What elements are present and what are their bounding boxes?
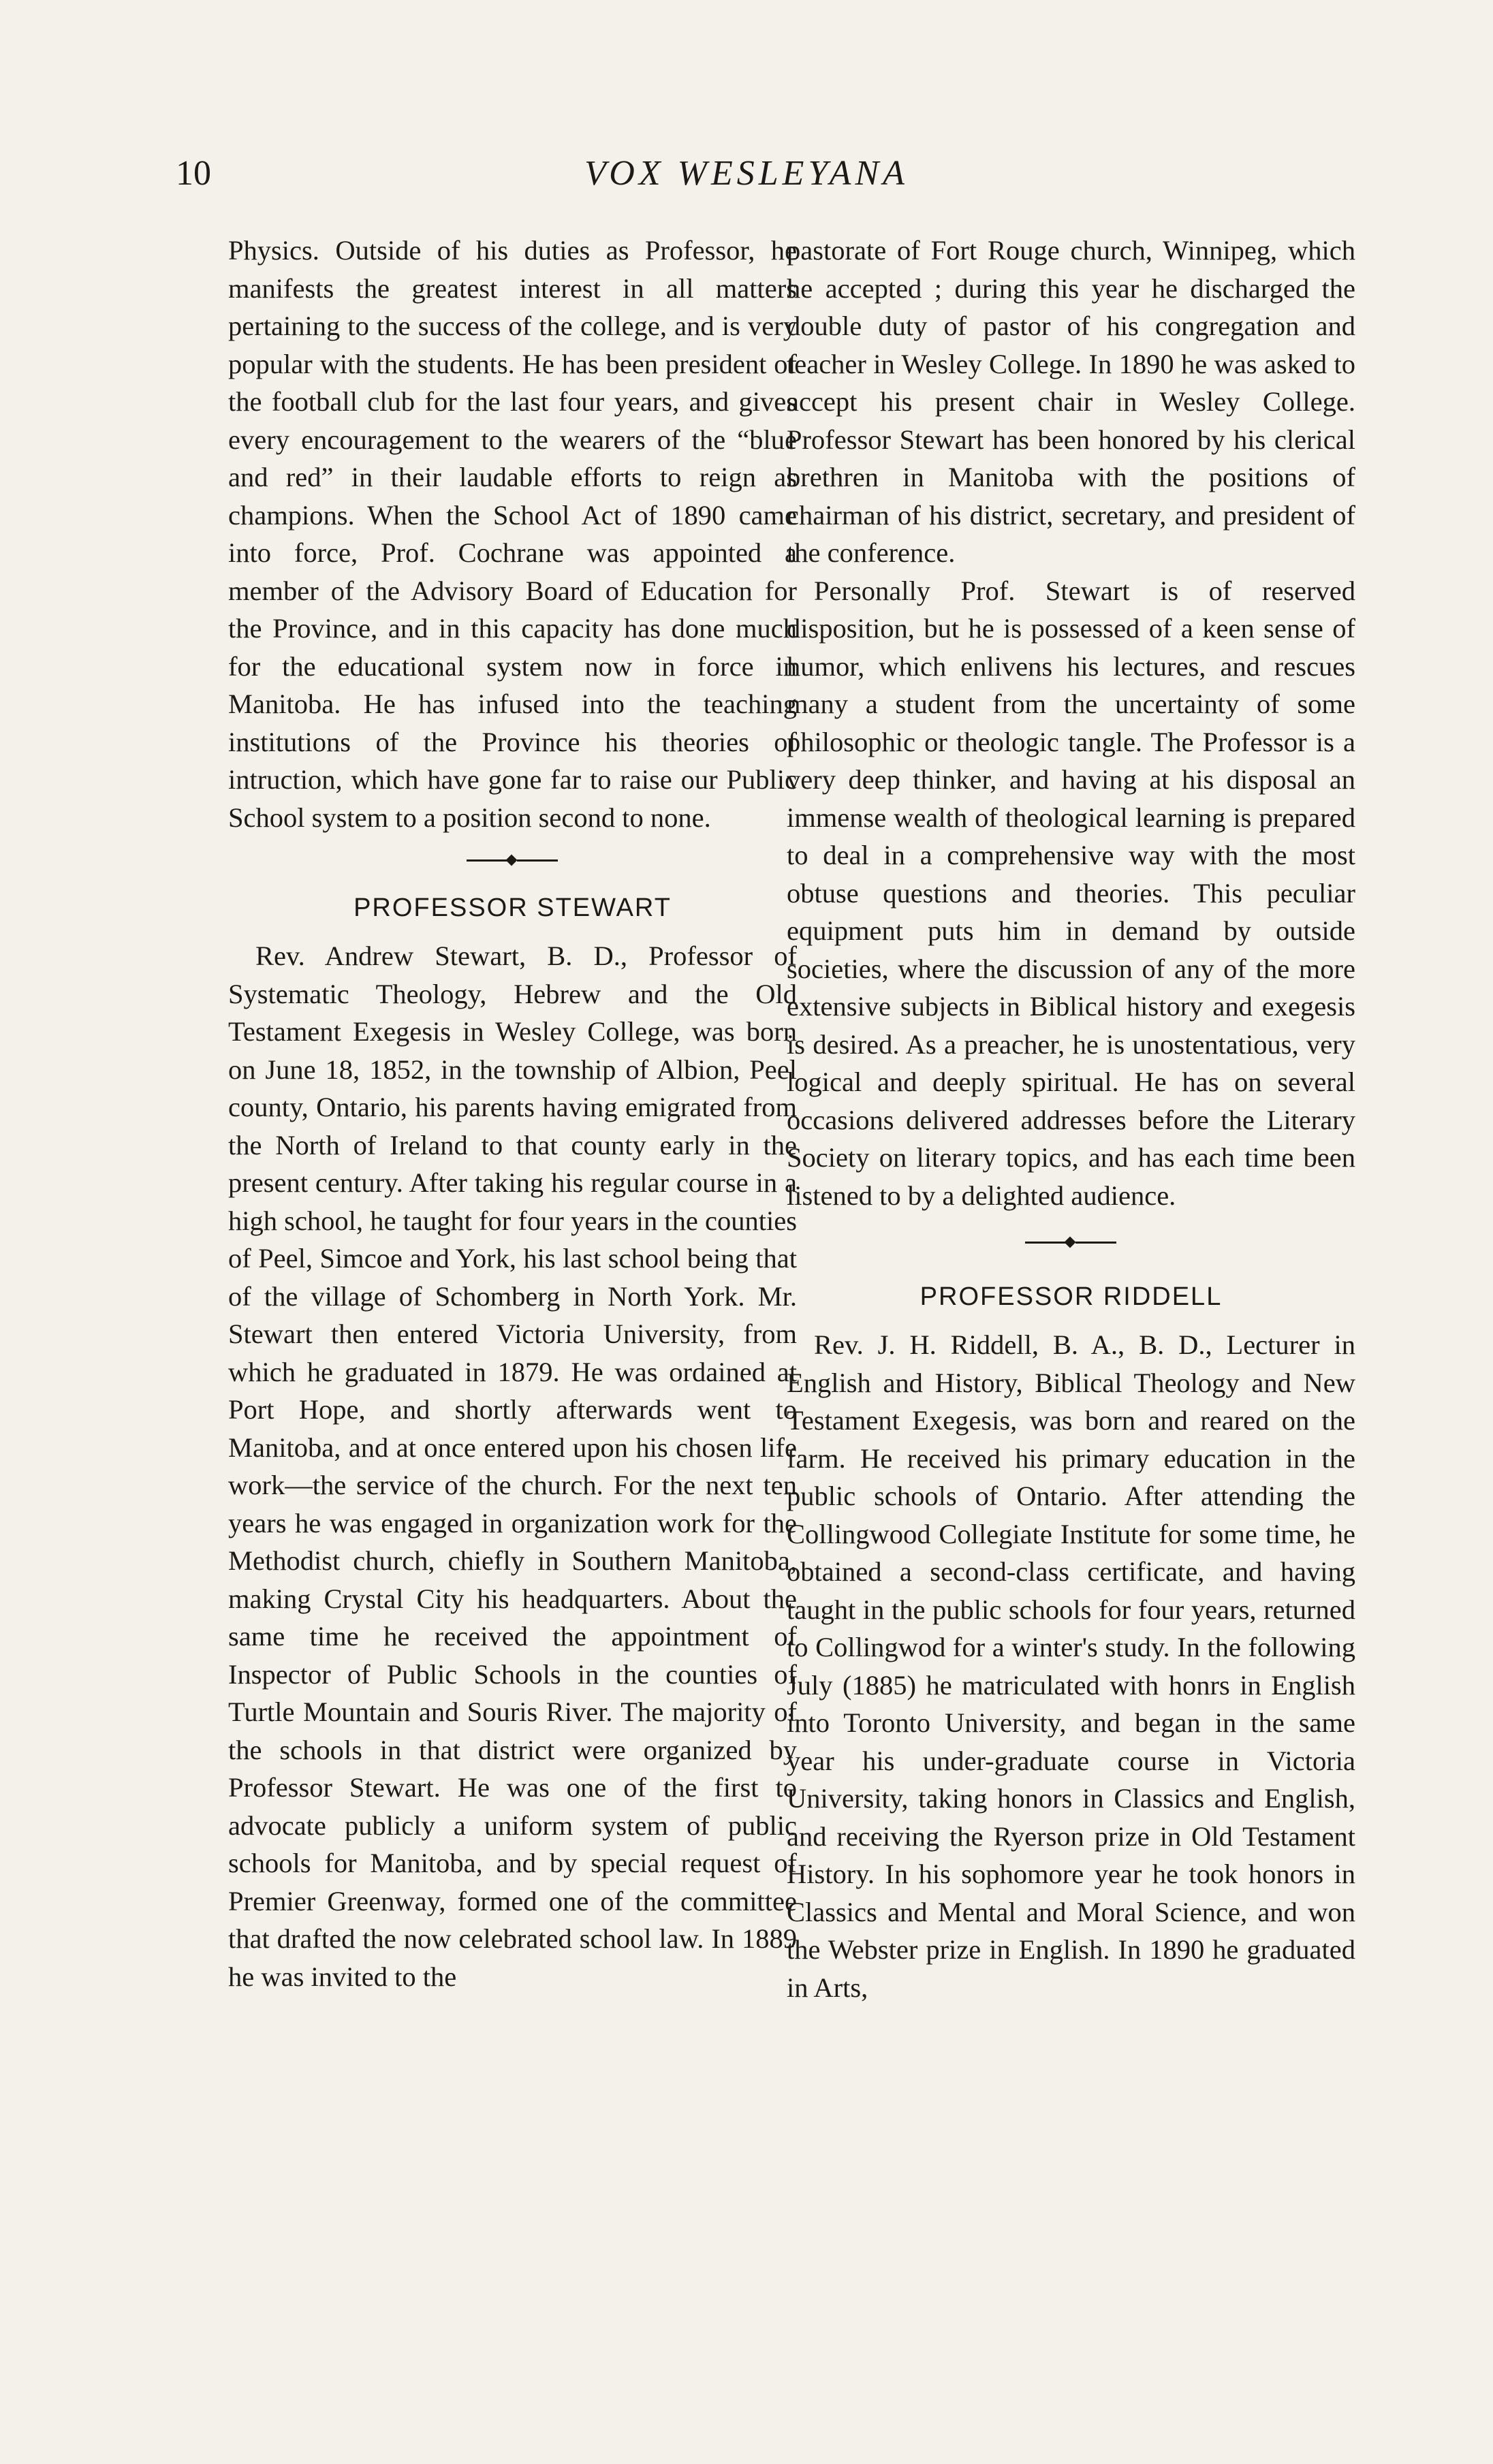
running-title: VOX WESLEYANA <box>584 154 909 193</box>
left-column <box>228 232 797 1995</box>
page-number: 10 <box>176 154 211 193</box>
stewart-paragraph: Rev. Andrew Stewart, B. D., Professor of Systematic Theology, Hebrew and the Old Testament Exegesis in Wesley College, was born on June 18, 1852, in the township of Albion, Peel county, Ontario, his parents having emigrated from the North of Ireland to that county early in the present century. After taking his regular course in a high school, he taught for four years in the counties of Peel, Simcoe and York, his last school being that of the village of Schomberg in North York. Mr. Stewart then entered Victoria University, from which he graduated in 1879. He was ordained at Port Hope, and shortly afterwards went to Manitoba, and at once entered upon his chosen life work—the service of the church. For the next ten years he was engaged in organization work for the Methodist church, chiefly in Southern Manitoba, making Crystal City his headquarters. About the same time he received the appointment of Inspector of Public Schools in the counties of Turtle Mountain and Souris River. The majority of the schools in that district were organized by Professor Stewart. He was one of the first to advocate publicly a uniform system of public schools for Manitoba, and by special request of Premier Greenway, formed one of the committee that drafted the now celebrated school law. In 1889 he was invited to the <box>228 941 797 1992</box>
stewart-continued-paragraph: pastorate of Fort Rouge church, Winnipeg, which he accepted ; during this year he discharged the double duty of pastor of his congregation and teacher in Wesley College. In 1890 he was asked to accept his present chair in Wesley College. Professor Stewart has been honored by his clerical brethren in Manitoba with the positions of chairman of his district, secretary, and president of the conference. <box>787 235 1355 568</box>
page-header <box>0 153 1493 208</box>
riddell-heading: PROFESSOR RIDDELL <box>920 1282 1223 1311</box>
stewart-personality-paragraph: Personally Prof. Stewart is of reserved disposition, but he is possessed of a keen sense of humor, which enlivens his lectures, and rescues many a student from the uncertainty of some philosophic or theologic tangle. The Professor is a very deep thinker, and having at his disposal an immense wealth of theological learning is prepared to deal in a comprehensive way with the most obtuse questions and theories. This peculiar equipment puts him in demand by outside societies, where the discussion of any of the more extensive subjects in Biblical history and exegesis is desired. As a preacher, he is unostentatious, very logical and deeply spiritual. He has on several occasions delivered addresses before the Literary Society on literary topics, and has each time been listened to by a delighted audience. <box>787 575 1355 1211</box>
section-divider <box>787 1214 1355 1276</box>
right-column <box>787 232 1355 2006</box>
cochrane-paragraph: Physics. Outside of his duties as Professor, he manifests the greatest interest in all matters pertaining to the success of the college, and is very popular with the students. He has been president of the football club for the last four years, and gives every encouragement to the wearers of the “blue and red” in their laudable efforts to reign as champions. When the School Act of 1890 came into force, Prof. Cochrane was appointed a member of the Advisory Board of Education for the Province, and in this capacity has done much for the educational system now in force in Manitoba. He has infused into the teaching institutions of the Province his theories of intruction, which have gone far to raise our Public School system to a position second to none. <box>228 235 797 833</box>
riddell-paragraph: Rev. J. H. Riddell, B. A., B. D., Lecturer in English and History, Biblical Theology and New Testament Exegesis, was born and reared on the farm. He received his primary education in the public schools of Ontario. After attending the Collingwood Collegiate Institute for some time, he obtained a second-class certificate, and having taught in the public schools for four years, returned to Collingwod for a winter's study. In the following July (1885) he matriculated with honrs in English into Toronto University, and began in the same year his under-graduate course in Victoria University, taking honors in Classics and English, and receiving the Ryerson prize in Old Testament History. In his sophomore year he took honors in Classics and Mental and Moral Science, and won the Webster prize in English. In 1890 he graduated in Arts, <box>787 1329 1355 2003</box>
section-divider <box>228 836 797 887</box>
stewart-heading: PROFESSOR STEWART <box>353 894 672 922</box>
